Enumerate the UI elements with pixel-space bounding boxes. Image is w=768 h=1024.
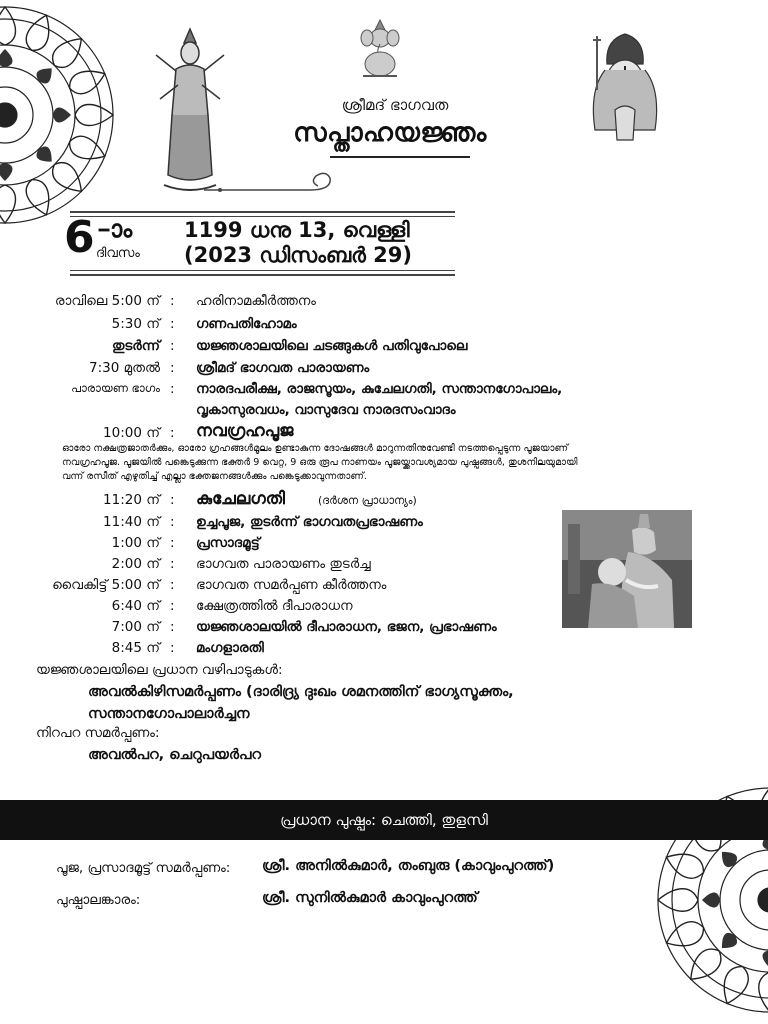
date-malayalam: 1199 ധനു 13, വെള്ളി bbox=[184, 218, 410, 242]
schedule-colon: : bbox=[170, 640, 175, 656]
mandala-top-left bbox=[0, 0, 120, 230]
schedule-time: വൈകിട്ട് 5:00 ന് bbox=[52, 577, 160, 593]
schedule-colon: : bbox=[170, 598, 175, 614]
schedule-desc: നവഗ്രഹപൂജ bbox=[196, 421, 294, 441]
schedule-colon: : bbox=[170, 338, 175, 354]
nirapara-value: അവൽപറ, ചെറുപയർപറ bbox=[88, 747, 262, 763]
schedule-time: പാരായണ ഭാഗം bbox=[71, 381, 160, 395]
offerings-label: യജ്ഞശാലയിലെ പ്രധാന വഴിപാടുകൾ: bbox=[36, 662, 283, 678]
schedule-desc-note: (ദർശന പ്രാധാന്യം) bbox=[318, 494, 417, 507]
schedule-desc: ഗണപതിഹോമം bbox=[196, 316, 297, 332]
schedule-colon: : bbox=[170, 577, 175, 593]
title-underline bbox=[330, 156, 470, 158]
schedule-time: 11:40 ന് bbox=[103, 514, 160, 530]
schedule-time: 6:40 ന് bbox=[111, 598, 160, 614]
schedule-desc-continued: വൃകാസുരവധം, വാസുദേവ നാരദസംവാദം bbox=[196, 402, 456, 418]
date-gregorian: (2023 ഡിസംബർ 29) bbox=[184, 243, 412, 267]
schedule-colon: : bbox=[170, 514, 175, 530]
credit-value: ശ്രീ. അനിൽകുമാർ, തംബുരു (കാവുംപുറത്ത്) bbox=[262, 858, 555, 874]
day-band-top-rule bbox=[70, 211, 455, 213]
schedule-colon: : bbox=[170, 293, 175, 309]
schedule-colon: : bbox=[170, 492, 175, 508]
navagraha-note bbox=[62, 442, 702, 484]
day-label: ദിവസം bbox=[96, 246, 140, 261]
schedule-desc: ശ്രീമദ് ഭാഗവത പാരായണം bbox=[196, 360, 370, 376]
schedule-time: 1:00 ന് bbox=[111, 535, 160, 551]
main-flower-banner: പ്രധാന പുഷ്പം: ചെത്തി, തുളസി bbox=[0, 800, 768, 840]
schedule-desc: കുചേലഗതി bbox=[196, 489, 285, 509]
schedule-time: 8:45 ന് bbox=[111, 640, 160, 656]
shiva-figure-image bbox=[575, 30, 675, 155]
schedule-time: 5:30 ന് bbox=[111, 316, 160, 332]
schedule-desc: പ്രസാദമൂട്ട് bbox=[196, 535, 260, 551]
schedule-desc: ഹരിനാമകീർത്തനം bbox=[196, 293, 316, 309]
schedule-time: 7:30 മുതൽ bbox=[88, 360, 160, 376]
schedule-desc: യജ്ഞശാലയിലെ ചടങ്ങുകൾ പതിവുപോലെ bbox=[196, 338, 468, 354]
ganesha-figure-image bbox=[355, 18, 405, 80]
offering-line: സന്താനഗോപാലാർച്ചന bbox=[88, 706, 250, 722]
credit-value: ശ്രീ. സുനിൽകുമാർ കാവുംപുറത്ത് bbox=[262, 890, 478, 906]
credit-label: പുഷ്പാലങ്കാരം: bbox=[56, 892, 141, 908]
schedule-colon: : bbox=[170, 425, 175, 441]
schedule-time: 7:00 ന് bbox=[111, 619, 160, 635]
header-subtitle: ശ്രീമദ് ഭാഗവത bbox=[341, 96, 449, 114]
schedule-time: 2:00 ന് bbox=[111, 556, 160, 572]
schedule-time: രാവിലെ 5:00 ന് bbox=[54, 293, 160, 309]
schedule-time: 10:00 ന് bbox=[103, 425, 160, 441]
nirapara-label: നിറപറ സമർപ്പണം: bbox=[36, 725, 160, 741]
schedule-colon: : bbox=[170, 360, 175, 376]
schedule-colon: : bbox=[170, 619, 175, 635]
schedule-desc: ക്ഷേത്രത്തിൽ ദീപാരാധന bbox=[196, 598, 353, 614]
day-number: 6 bbox=[64, 212, 95, 263]
page-title: സപ്താഹയജ്ഞം bbox=[293, 118, 487, 148]
note-line: നവഗ്രഹപൂജ. പൂജയിൽ പങ്കെടുക്കുന്ന ഭക്തർ 9 വെറ്റ, 9 ഒരു രൂപ നാണയം പൂജയ്ക്കാവശ്യമായ പുഷ്പങ്ങൾ, തുശനിലയുമായി bbox=[62, 457, 578, 468]
schedule-time: തുടർന്ന് bbox=[111, 338, 160, 354]
schedule-desc: ഭാഗവത പാരായണം തുടർച്ച bbox=[196, 556, 371, 572]
schedule-desc: മംഗളാരതി bbox=[196, 640, 264, 656]
day-suffix: –ാം bbox=[98, 215, 133, 243]
schedule-desc: ഉച്ചപൂജ, തുടർന്ന് ഭാഗവതപ്രഭാഷണം bbox=[196, 514, 423, 530]
schedule-colon: : bbox=[170, 316, 175, 332]
schedule-colon: : bbox=[170, 381, 175, 397]
note-line: വന്ന് രസീത് എഴുതിച്ച് എല്ലാ ഭക്തജനങ്ങൾക്കും പങ്കെടുക്കാവുന്നതാണ്. bbox=[62, 471, 367, 482]
note-line: ഓരോ നക്ഷത്രജാതർക്കും, ഓരോ ഗ്രഹങ്ങൾമൂലം ഉണ്ടാകുന്ന ദോഷങ്ങൾ മാറുന്നതിനുവേണ്ടി നടത്തപ്പെടുന്ന പൂജയാണ് bbox=[62, 443, 569, 454]
day-band-bottom-rule bbox=[70, 270, 455, 271]
kuchela-krishna-image bbox=[562, 510, 692, 628]
schedule-desc: നാരദപരീക്ഷ, രാജസൂയം, കുചേലഗതി, സന്താനഗോപാലം, bbox=[196, 381, 563, 397]
day-band-bottom-rule-2 bbox=[70, 274, 455, 276]
credit-label: പൂജ, പ്രസാദമൂട്ട് സമർപ്പണം: bbox=[56, 860, 231, 876]
schedule-colon: : bbox=[170, 535, 175, 551]
offering-line: അവൽകിഴിസമർപ്പണം (ദാരിദ്ര്യ ദുഃഖം ശമനത്തിന് ഭാഗ്യസൂക്തം, bbox=[88, 684, 514, 700]
schedule-desc: ഭാഗവത സമർപ്പണ കീർത്തനം bbox=[196, 577, 387, 593]
schedule-desc: യജ്ഞശാലയിൽ ദീപാരാധന, ഭജന, പ്രഭാഷണം bbox=[196, 619, 497, 635]
ornament-divider-icon bbox=[200, 168, 340, 198]
schedule-time: 11:20 ന് bbox=[103, 492, 160, 508]
schedule-colon: : bbox=[170, 556, 175, 572]
